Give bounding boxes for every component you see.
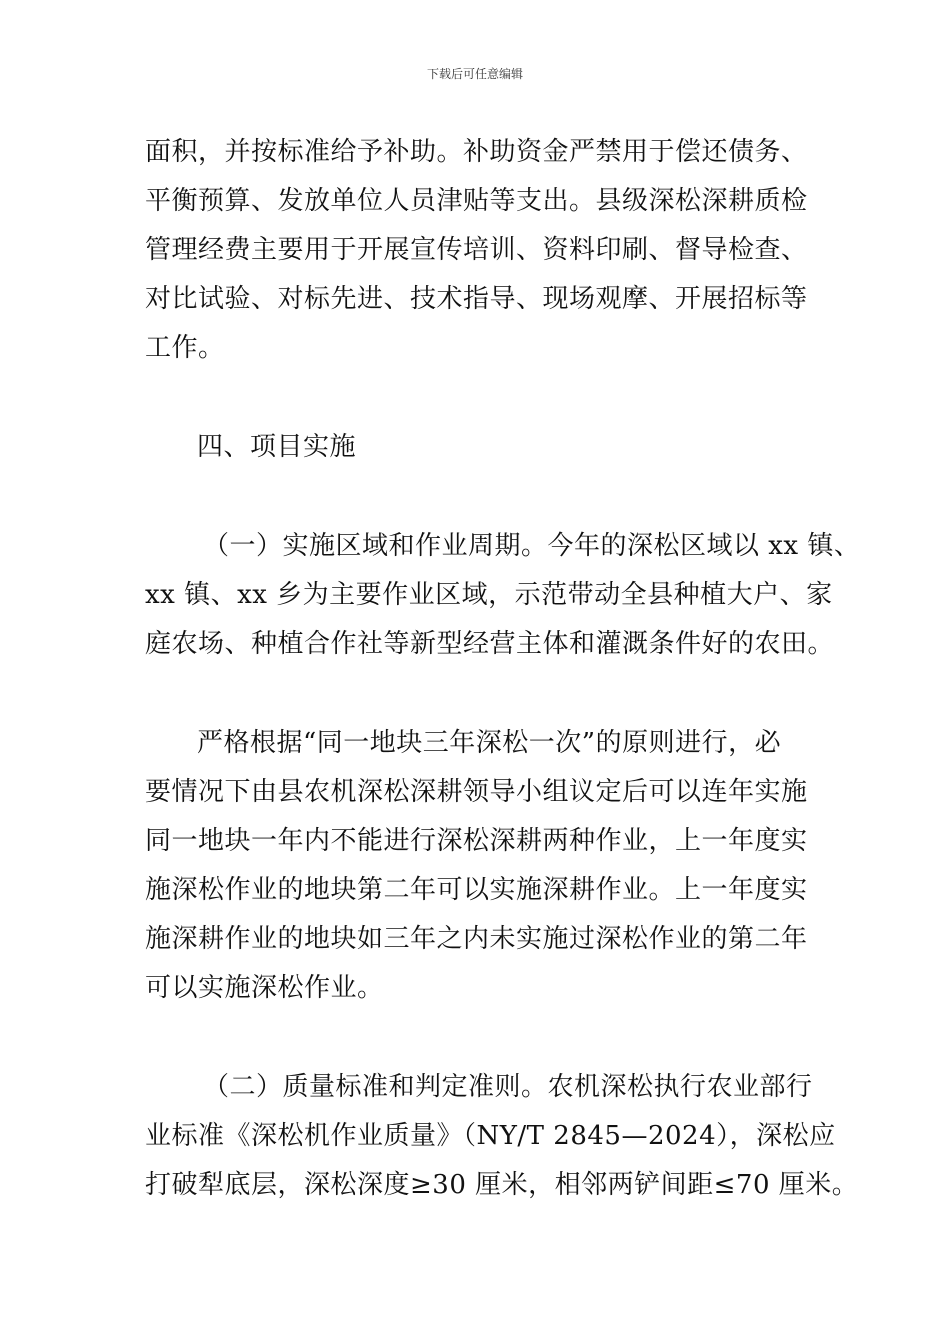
text-line: 面积，并按标准给予补助。补助资金严禁用于偿还债务、	[145, 137, 808, 167]
text-line: xx 镇、xx 乡为主要作业区域，示范带动全县种植大户、家	[145, 580, 833, 610]
text-line: 严格根据“同一地块三年深松一次”的原则进行，必	[197, 728, 782, 758]
paragraph-quality-standard	[145, 1063, 859, 1210]
text-line: （二）质量标准和判定准则。农机深松执行农业部行	[203, 1072, 813, 1102]
text-line: 业标准《深松机作业质量》（NY/T 2845—2024），深松应	[145, 1121, 836, 1151]
paragraph-implementation-area	[145, 522, 861, 669]
document-body	[145, 128, 861, 1210]
text-line: 管理经费主要用于开展宣传培训、资料印刷、督导检查、	[145, 235, 808, 265]
text-line: 平衡预算、发放单位人员津贴等支出。县级深松深耕质检	[145, 186, 808, 216]
text-line: 施深耕作业的地块如三年之内未实施过深松作业的第二年	[145, 924, 808, 954]
text-line: 可以实施深松作业。	[145, 973, 384, 1003]
text-line: 庭农场、种植合作社等新型经营主体和灌溉条件好的农田。	[145, 629, 835, 659]
text-line: 施深松作业的地块第二年可以实施深耕作业。上一年度实	[145, 875, 808, 905]
text-line: 打破犁底层，深松深度≥30 厘米，相邻两铲间距≤70 厘米。	[145, 1170, 859, 1200]
text-line: 同一地块一年内不能进行深松深耕两种作业，上一年度实	[145, 826, 808, 856]
text-line: 对比试验、对标先进、技术指导、现场观摩、开展招标等	[145, 284, 808, 314]
text-line: 要情况下由县农机深松深耕领导小组议定后可以连年实施	[145, 777, 808, 807]
text-line: 工作。	[145, 333, 225, 363]
text-line: （一）实施区域和作业周期。今年的深松区域以 xx 镇、	[203, 531, 861, 561]
section-title: 四、项目实施	[197, 432, 357, 462]
paragraph-rotation-principle	[145, 719, 835, 1013]
paragraph-subsidy-usage	[145, 128, 835, 373]
section-heading	[145, 423, 835, 472]
page-header: 下载后可任意编辑	[426, 67, 523, 81]
